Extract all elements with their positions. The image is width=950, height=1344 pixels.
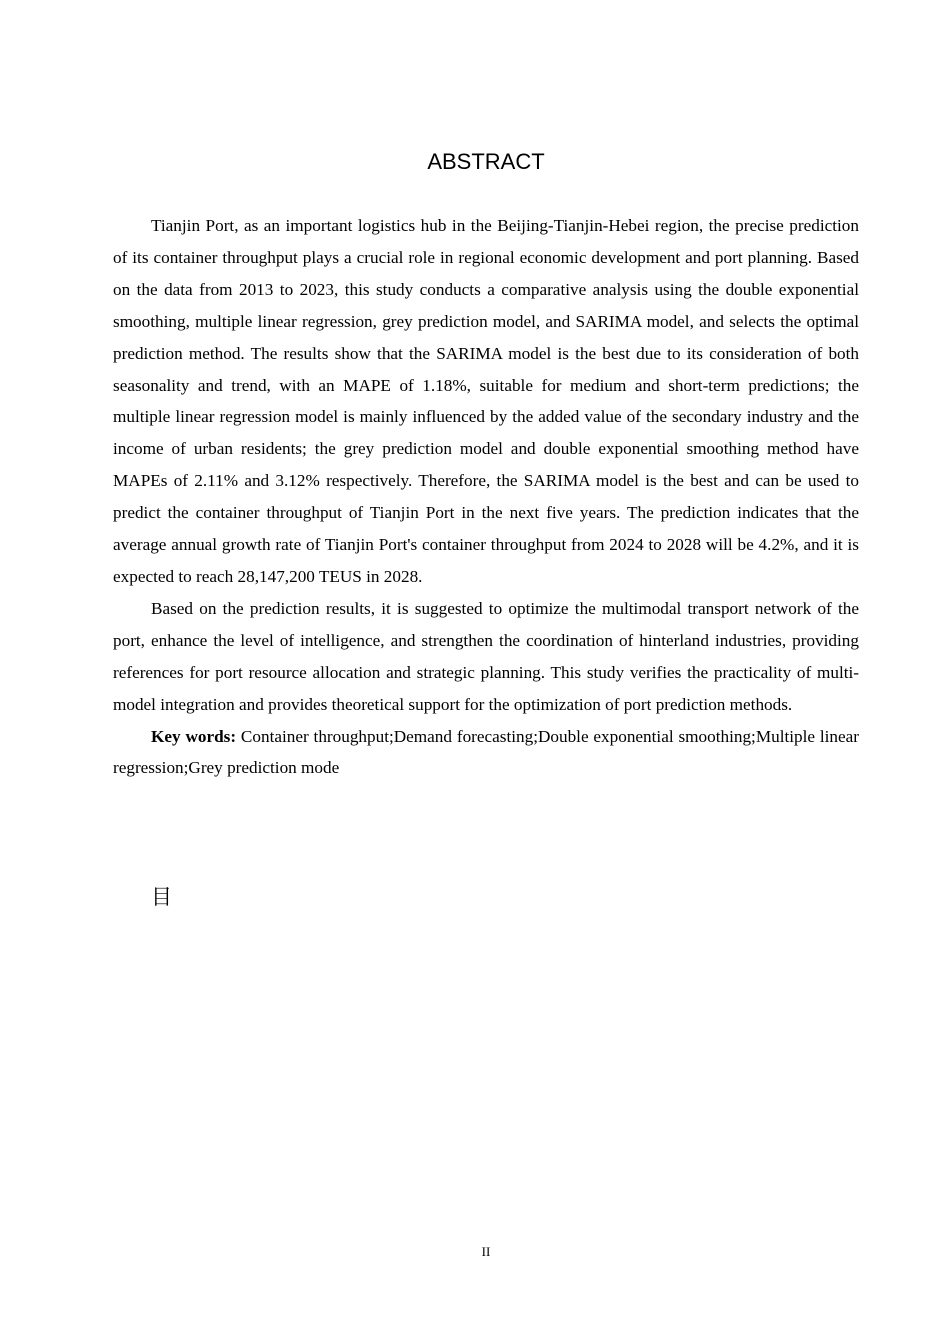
page-number: II xyxy=(481,1244,491,1259)
keywords-label: Key words: xyxy=(151,726,237,746)
abstract-heading: ABSTRACT xyxy=(427,149,545,174)
abstract-paragraph-2: Based on the prediction results, it is suggested to optimize the multimodal transport network of the port, enhance the level of intelligence, and strengthen the coordination of hinterland industries, providing references for port resource allocation and strategic planning. This study verifies the practicality of multi-model integration and provides theoretical support for the optimization of port prediction methods. xyxy=(113,598,859,714)
keywords-line xyxy=(113,721,859,785)
abstract-body xyxy=(113,210,859,784)
toc-heading: 目 xyxy=(151,885,172,909)
keywords-text: Container throughput;Demand forecasting;Double exponential smoothing;Multiple linear regression;Grey prediction mode xyxy=(113,726,859,778)
abstract-paragraph-1: Tianjin Port, as an important logistics hub in the Beijing-Tianjin-Hebei region, the precise prediction of its container throughput plays a crucial role in regional economic development and port planning. Based on the data from 2013 to 2023, this study conducts a comparative analysis using the double exponential smoothing, multiple linear regression, grey prediction model, and SARIMA model, and selects the optimal prediction method. The results show that the SARIMA model is the best due to its consideration of both seasonality and trend, with an MAPE of 1.18%, suitable for medium and short-term predictions; the multiple linear regression model is mainly influenced by the added value of the secondary industry and the income of urban residents; the grey prediction model and double exponential smoothing method have MAPEs of 2.11% and 3.12% respectively. Therefore, the SARIMA model is the best and can be used to predict the container throughput of Tianjin Port in the next five years. The prediction indicates that the average annual growth rate of Tianjin Port's container throughput from 2024 to 2028 will be 4.2%, and it is expected to reach 28,147,200 TEUS in 2028. xyxy=(113,216,859,586)
